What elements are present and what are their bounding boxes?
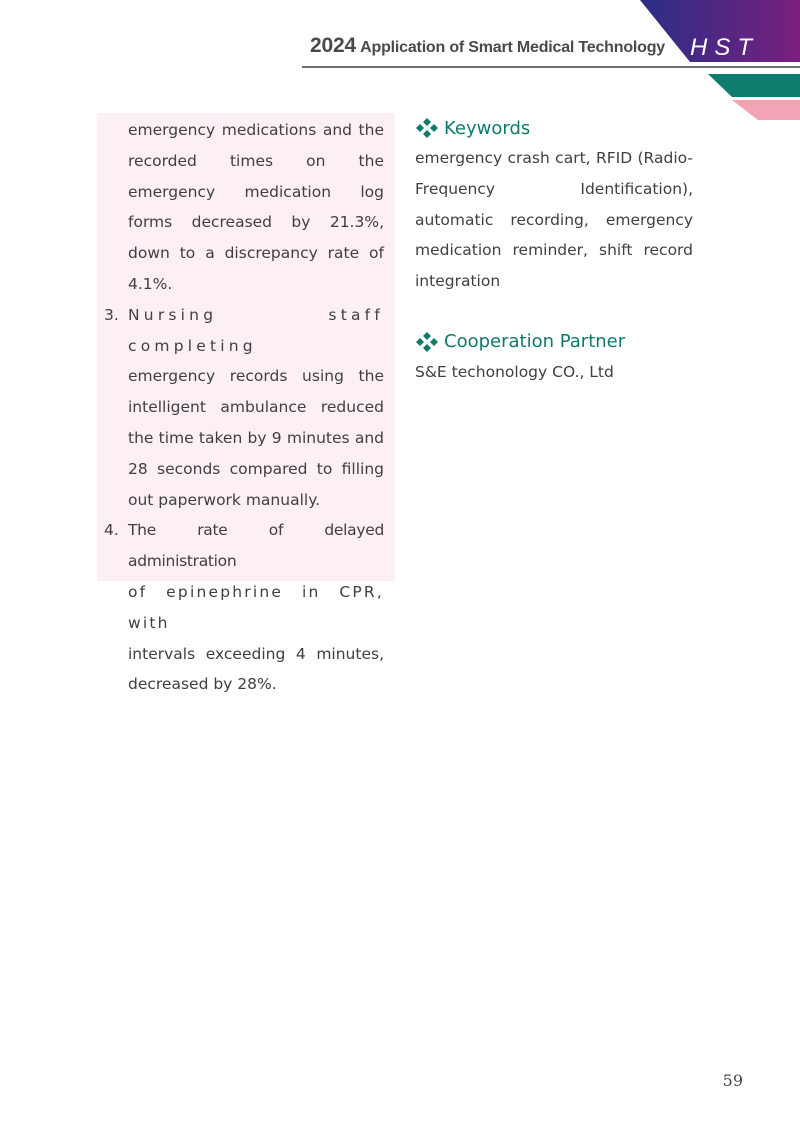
partner-heading-row (415, 327, 693, 357)
diamond-cluster-icon (415, 332, 439, 352)
results-continuation: emergency medications and the recorded times on the emergency medication log forms decreased by 21.3%, down to a discrepancy rate of 4.1%. (128, 121, 384, 293)
header-year: 2024 (310, 34, 356, 57)
partner-heading: Cooperation Partner (444, 331, 626, 353)
results-text (104, 115, 384, 700)
item-first-line: The rate of delayed administration (128, 521, 384, 571)
keywords-heading-row (415, 113, 693, 143)
header-stripes (0, 0, 800, 120)
diamond-cluster-icon (415, 118, 439, 138)
info-column (415, 113, 693, 388)
page-number: 59 (722, 1071, 743, 1090)
partner-text: S&E techonology CO., Ltd (415, 362, 614, 381)
keywords-text: emergency crash cart, RFID (Radio-Frequency Identification), automatic recording, emergency medication reminder, shift record integration (415, 149, 693, 291)
result-item-4 (104, 515, 384, 700)
result-item-3 (104, 300, 384, 516)
item-number: 3. (104, 305, 119, 324)
brand-logo-text: HST (690, 34, 759, 61)
header-title: Application of Smart Medical Technology (360, 39, 665, 56)
item-number: 4. (104, 521, 119, 540)
item-text: emergency records using the intelligent ambulance reduced the time taken by 9 minutes and 28 seconds compared to filling out paperwork manually. (128, 367, 384, 509)
item-text: intervals exceeding 4 minutes, decreased by 28%. (128, 644, 384, 694)
item-first-line: Nursing staff completing (128, 305, 384, 355)
keywords-heading: Keywords (444, 117, 531, 139)
header-rule (302, 66, 800, 68)
item-second-line: of epinephrine in CPR, with (128, 582, 384, 632)
running-header (310, 34, 665, 58)
